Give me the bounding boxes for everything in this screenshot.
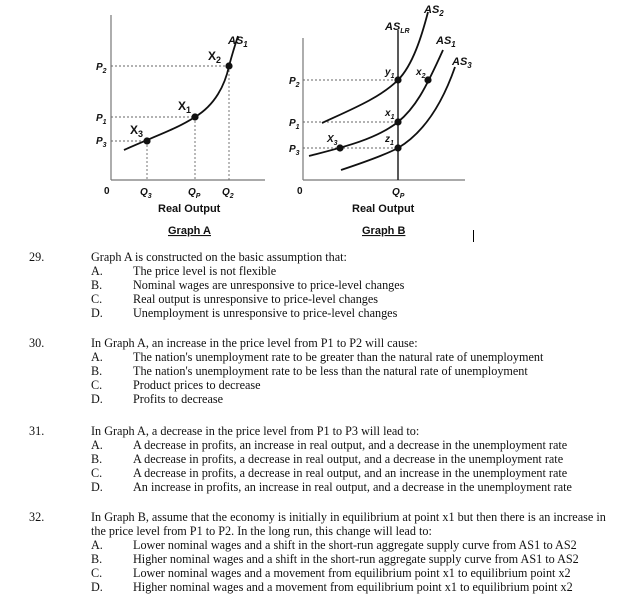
option-letter: B.: [91, 552, 103, 566]
x-axis-label: Real Output: [158, 203, 221, 215]
option-letter: B.: [91, 364, 103, 378]
option-text: A decrease in profits, a decrease in real output, and a decrease in the unemployment rate: [133, 452, 564, 466]
option-a[interactable]: [91, 264, 276, 278]
as1-label: $AS_1$: [436, 35, 456, 49]
option-d[interactable]: [91, 306, 397, 320]
option-text: A decrease in profits, an increase in real output, and a decrease in the unemployment rate: [133, 438, 568, 452]
y-tick-p2: $P_2$: [289, 76, 300, 89]
origin-label: 0: [297, 186, 303, 197]
question-number: 31.: [29, 424, 45, 438]
option-letter: B.: [91, 278, 103, 292]
point-x2-label: $X_2$: [208, 49, 222, 65]
option-letter: B.: [91, 452, 103, 466]
graph-a-title: Graph A: [168, 225, 211, 237]
question-stem: In Graph A, a decrease in the price level from P1 to P3 will lead to:: [91, 424, 420, 438]
point-z1-label: $z_1$: [385, 134, 394, 147]
y-tick-p1: $P_1$: [289, 118, 300, 131]
option-a[interactable]: [91, 438, 567, 452]
option-a[interactable]: [91, 538, 577, 552]
graph-a-figure: [80, 0, 280, 240]
y-tick-p3: $P_3$: [96, 136, 107, 149]
as2-label: $AS_2$: [424, 4, 444, 18]
question-number: 29.: [29, 250, 45, 264]
option-letter: C.: [91, 292, 103, 306]
x-tick-q2: $Q_2$: [222, 187, 234, 200]
option-text: An increase in profits, an increase in real output, and a decrease in the unemployment rate: [133, 480, 572, 494]
option-text: Real output is unresponsive to price-level changes: [133, 292, 379, 306]
option-text: Nominal wages are unresponsive to price-level changes: [133, 278, 405, 292]
option-letter: D.: [91, 480, 103, 494]
option-text: A decrease in profits, a decrease in real output, and an increase in the unemployment rate: [133, 466, 568, 480]
graph-b-figure: [280, 0, 490, 240]
point-x1-label: $x_1$: [385, 108, 395, 121]
option-letter: A.: [91, 438, 103, 452]
option-d[interactable]: [91, 580, 573, 594]
option-text: Unemployment is unresponsive to price-level changes: [133, 306, 398, 320]
option-c[interactable]: [91, 566, 571, 580]
y-tick-p1: $P_1$: [96, 113, 107, 126]
option-c[interactable]: [91, 378, 261, 392]
option-letter: D.: [91, 392, 103, 406]
as1-label: $AS_1$: [228, 35, 248, 49]
text-cursor: [473, 230, 474, 242]
option-d[interactable]: [91, 480, 572, 494]
option-letter: A.: [91, 538, 103, 552]
option-letter: C.: [91, 466, 103, 480]
option-c[interactable]: [91, 466, 567, 480]
point-x3-label: $X_3$: [130, 123, 144, 139]
question-number: 32.: [29, 510, 45, 524]
option-b[interactable]: [91, 452, 563, 466]
graph-a: [80, 0, 280, 240]
question-number: 30.: [29, 336, 45, 350]
option-text: Product prices to decrease: [133, 378, 261, 392]
option-text: Lower nominal wages and a shift in the short-run aggregate supply curve from AS1 to AS2: [133, 538, 577, 552]
aslr-label: $AS_{LR}$: [385, 21, 410, 35]
point-x1-label: $X_1$: [178, 99, 192, 115]
point-x2-label: $x_2$: [416, 67, 426, 80]
x-tick-q3: $Q_3$: [140, 187, 152, 200]
option-letter: D.: [91, 580, 103, 594]
option-a[interactable]: [91, 350, 543, 364]
x-tick-qp: $Q_P$: [392, 187, 405, 200]
graph-b-title: Graph B: [362, 225, 406, 237]
option-text: Higher nominal wages and a movement from equilibrium point x1 to equilibrium point x2: [133, 580, 573, 594]
x-axis-label: Real Output: [352, 203, 415, 215]
graph-b: [280, 0, 490, 240]
option-letter: A.: [91, 264, 103, 278]
option-b[interactable]: [91, 552, 579, 566]
origin-label: 0: [104, 186, 110, 197]
as3-label: $AS_3$: [452, 56, 472, 70]
option-text: The nation's unemployment rate to be less than the natural rate of unemployment: [133, 364, 528, 378]
question-stem: In Graph A, an increase in the price level from P1 to P2 will cause:: [91, 336, 418, 350]
option-b[interactable]: [91, 278, 404, 292]
option-letter: D.: [91, 306, 103, 320]
option-text: Higher nominal wages and a shift in the short-run aggregate supply curve from AS1 to AS2: [133, 552, 579, 566]
question-stem: In Graph B, assume that the economy is initially in equilibrium at point x1 but then there is an increase in the price level from P1 to P2. In the long run, this change will lead to:: [91, 510, 606, 539]
option-letter: C.: [91, 566, 103, 580]
question-stem: Graph A is constructed on the basic assumption that:: [91, 250, 347, 264]
option-d[interactable]: [91, 392, 223, 406]
x-tick-qp: $Q_P$: [188, 187, 201, 200]
point-x3-label: $X_3$: [327, 134, 338, 147]
y-tick-p2: $P_2$: [96, 62, 107, 75]
option-text: Profits to decrease: [133, 392, 224, 406]
y-tick-p3: $P_3$: [289, 144, 300, 157]
option-text: The nation's unemployment rate to be greater than the natural rate of unemployment: [133, 350, 544, 364]
option-letter: C.: [91, 378, 103, 392]
option-b[interactable]: [91, 364, 528, 378]
option-letter: A.: [91, 350, 103, 364]
point-y1-label: $y_1$: [385, 67, 395, 80]
option-text: Lower nominal wages and a movement from equilibrium point x1 to equilibrium point x2: [133, 566, 571, 580]
option-c[interactable]: [91, 292, 378, 306]
option-text: The price level is not flexible: [133, 264, 277, 278]
